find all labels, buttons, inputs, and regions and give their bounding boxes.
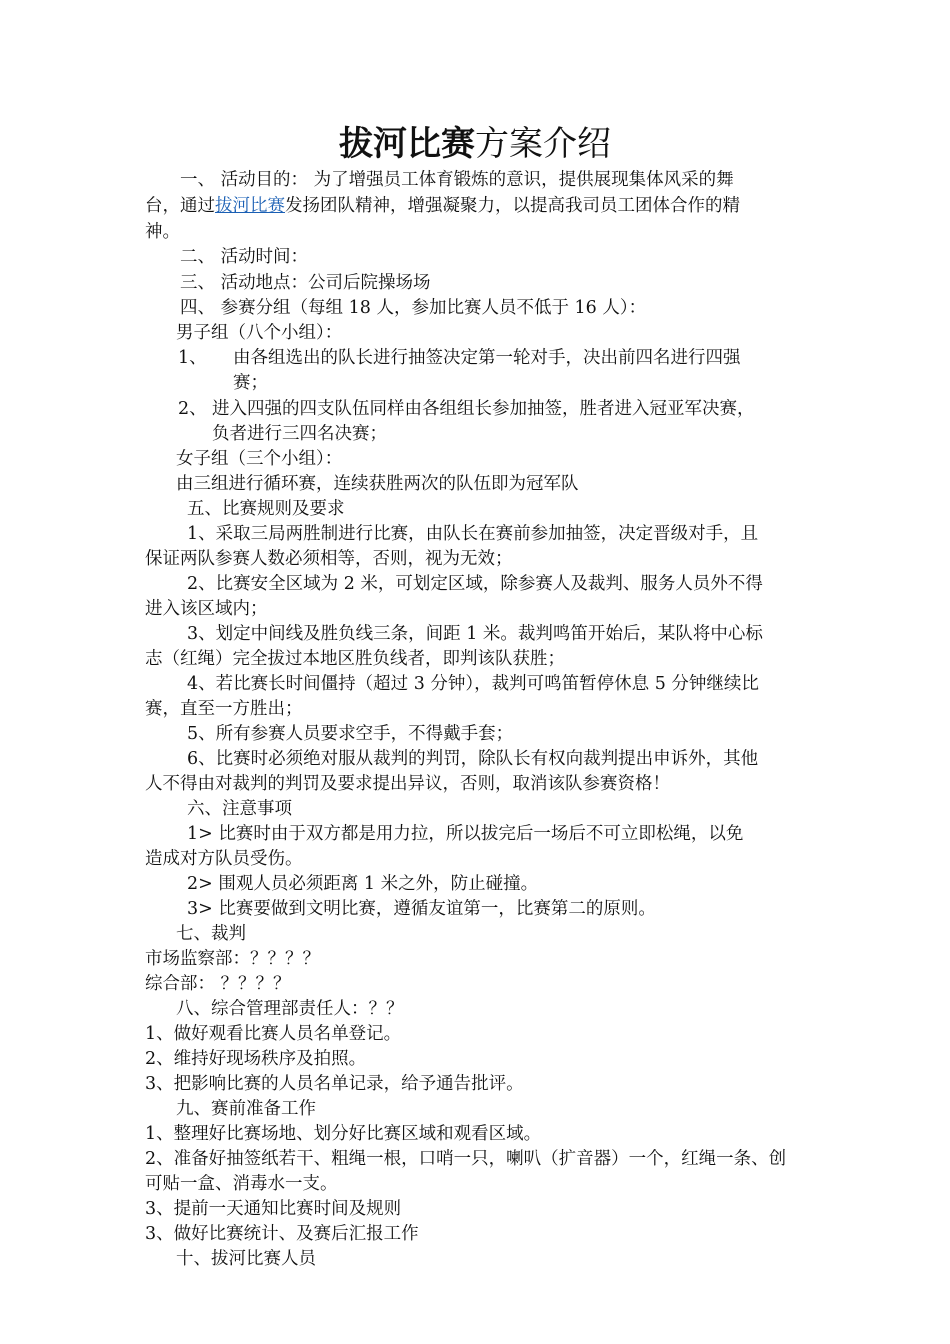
section1-line2-prefix: 台，通过 bbox=[145, 196, 215, 216]
note2: 2> 围观人员必须距离 1 米之外，防止碰撞。 bbox=[187, 874, 539, 894]
men-item1-number: 1、 bbox=[178, 348, 207, 368]
rule2-line2: 进入该区域内； bbox=[145, 599, 268, 619]
section1-line1: 一、 活动目的： 为了增强员工体育锻炼的意识，提供展现集体风采的舞 bbox=[180, 170, 734, 190]
referee-general-dept: 综合部： ？？？？ bbox=[145, 974, 291, 994]
note1-line1: 1> 比赛时由于双方都是用力拉，所以拔完后一场后不可立即松绳，以免 bbox=[187, 824, 744, 844]
men-group-heading: 男子组（八个小组）： bbox=[176, 323, 343, 343]
prep3: 3、提前一天通知比赛时间及规则 bbox=[145, 1199, 402, 1219]
rule2-line1: 2、比赛安全区域为 2 米，可划定区域，除参赛人及裁判、服务人员外不得 bbox=[187, 574, 763, 594]
men-item2-number: 2、 bbox=[178, 399, 207, 419]
women-group-text: 由三组进行循环赛，连续获胜两次的队伍即为冠军队 bbox=[176, 474, 579, 494]
note3: 3> 比赛要做到文明比赛，遵循友谊第一，比赛第二的原则。 bbox=[187, 899, 656, 919]
rule6-line1: 6、比赛时必须绝对服从裁判的判罚，除队长有权向裁判提出申诉外，其他 bbox=[187, 749, 759, 769]
rule5: 5、所有参赛人员要求空手，不得戴手套； bbox=[187, 724, 514, 744]
document-title bbox=[0, 118, 950, 170]
men-item1-line1: 由各组选出的队长进行抽签决定第一轮对手，决出前四名进行四强 bbox=[233, 348, 741, 368]
prep4: 3、做好比赛统计、及赛后汇报工作 bbox=[145, 1224, 419, 1244]
section6-heading: 六、注意事项 bbox=[187, 799, 292, 819]
prep1: 1、整理好比赛场地、划分好比赛区域和观看区域。 bbox=[145, 1124, 542, 1144]
women-group-heading: 女子组（三个小组）： bbox=[176, 449, 343, 469]
section1-line2-suffix: 发扬团队精神，增强凝聚力，以提高我司员工团体合作的精 bbox=[285, 196, 740, 216]
section8-heading: 八、综合管理部责任人：？？ bbox=[176, 999, 404, 1019]
rule4-line1: 4、若比赛长时间僵持（超过 3 分钟），裁判可鸣笛暂停休息 5 分钟继续比 bbox=[187, 674, 759, 694]
section9-heading: 九、赛前准备工作 bbox=[176, 1099, 316, 1119]
men-item2-line1: 进入四强的四支队伍同样由各组组长参加抽签，胜者进入冠亚军决赛， bbox=[212, 399, 755, 419]
tug-of-war-link[interactable]: 拔河比赛 bbox=[215, 196, 285, 216]
title-bold-part: 拔河比赛 bbox=[339, 124, 475, 164]
men-item2-line2: 负者进行三四名决赛； bbox=[212, 424, 387, 444]
rule1-line2: 保证两队参赛人数必须相等，否则，视为无效； bbox=[145, 549, 513, 569]
section3-location: 三、 活动地点：公司后院操场场 bbox=[180, 273, 431, 293]
rule1-line1: 1、采取三局两胜制进行比赛，由队长在赛前参加抽签，决定晋级对手，且 bbox=[187, 524, 759, 544]
title-rest-part: 方案介绍 bbox=[475, 124, 611, 164]
duty2: 2、维持好现场秩序及拍照。 bbox=[145, 1049, 367, 1069]
note1-line2: 造成对方队员受伤。 bbox=[145, 849, 303, 869]
section2-time: 二、 活动时间： bbox=[180, 247, 309, 267]
section7-heading: 七、裁判 bbox=[176, 924, 246, 944]
prep2-line1: 2、准备好抽签纸若干、粗绳一根，口哨一只，喇叭（扩音器）一个，红绳一条、创 bbox=[145, 1149, 787, 1169]
section1-line3: 神。 bbox=[145, 222, 180, 242]
section10-heading: 十、拔河比赛人员 bbox=[176, 1249, 316, 1269]
rule3-line2: 志（红绳）完全拔过本地区胜负线者，即判该队获胜； bbox=[145, 649, 565, 669]
prep2-line2: 可贴一盒、消毒水一支。 bbox=[145, 1174, 338, 1194]
section1-line2 bbox=[145, 193, 740, 219]
rule4-line2: 赛，直至一方胜出； bbox=[145, 699, 303, 719]
rule3-line1: 3、划定中间线及胜负线三条，间距 1 米。裁判鸣笛开始后，某队将中心标 bbox=[187, 624, 763, 644]
men-item1-line2: 赛； bbox=[233, 373, 268, 393]
duty1: 1、做好观看比赛人员名单登记。 bbox=[145, 1024, 402, 1044]
referee-market-dept: 市场监察部：？？？？ bbox=[145, 949, 320, 969]
duty3: 3、把影响比赛的人员名单记录，给予通告批评。 bbox=[145, 1074, 524, 1094]
rule6-line2: 人不得由对裁判的判罚及要求提出异议，否则，取消该队参赛资格！ bbox=[145, 774, 670, 794]
section4-grouping: 四、 参赛分组（每组 18 人，参加比赛人员不低于 16 人）： bbox=[180, 298, 647, 318]
section5-heading: 五、比赛规则及要求 bbox=[187, 499, 345, 519]
